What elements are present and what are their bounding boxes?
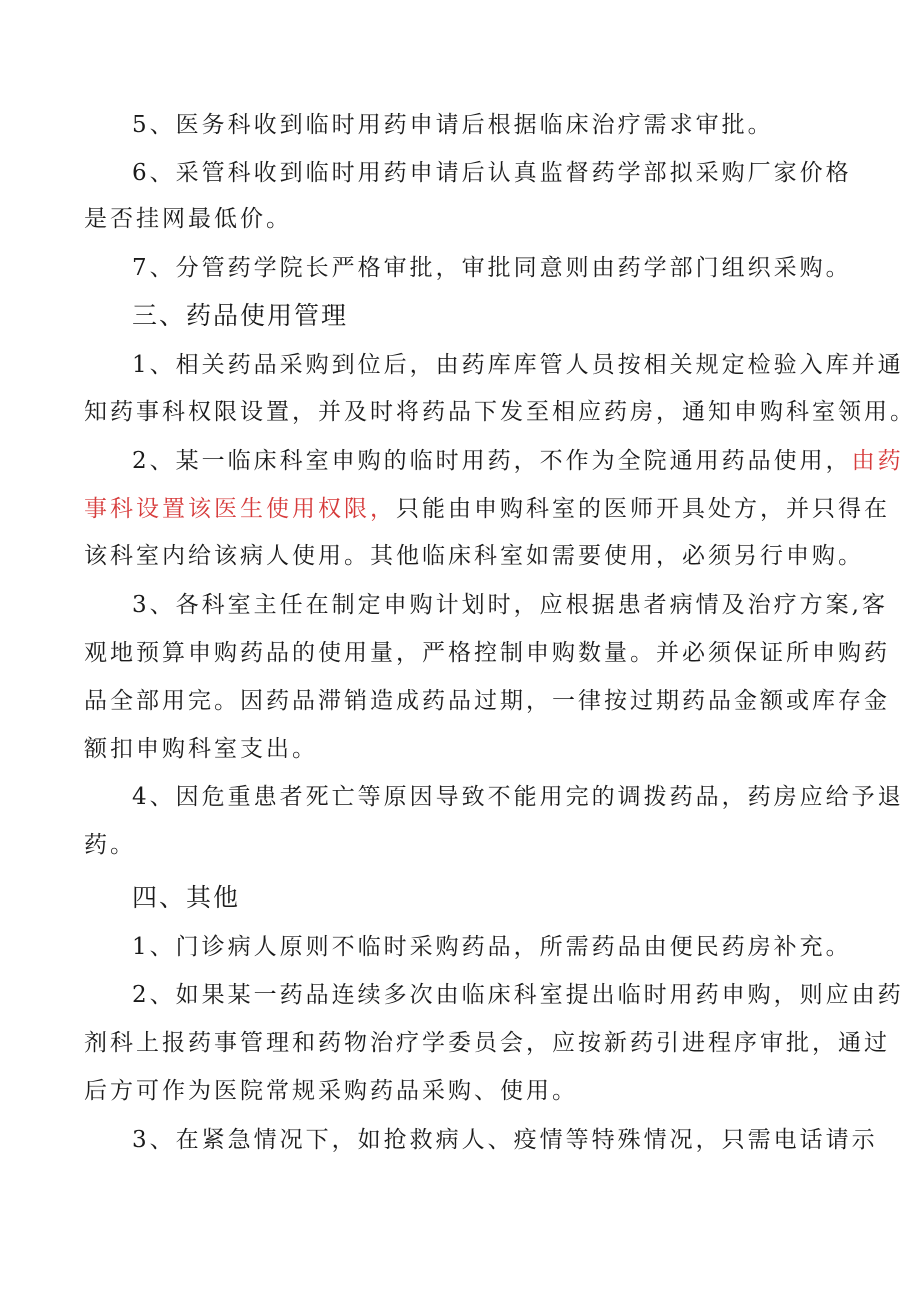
section-3-item-3-line-3: 品全部用完。因药品滞销造成药品过期，一律按过期药品金额或库存金	[84, 688, 890, 714]
section-3-heading: 三、药品使用管理	[132, 301, 349, 330]
clause-6-line-1: 6、采管科收到临时用药申请后认真监督药学部拟采购厂家价格	[132, 160, 852, 186]
section-4-item-2-line-3: 后方可作为医院常规采购药品采购、使用。	[84, 1078, 578, 1104]
section-4-heading: 四、其他	[132, 883, 241, 912]
section-3-item-3-line-2: 观地预算申购药品的使用量，严格控制申购数量。并必须保证所申购药	[84, 640, 890, 666]
section-3-item-4-line-2: 药。	[84, 832, 136, 858]
clause-6-line-2: 是否挂网最低价。	[84, 206, 292, 232]
section-4-item-2-line-1: 2、如果某一药品连续多次由临床科室提出临时用药申购，则应由药	[132, 982, 904, 1008]
section-3-item-2-line-1	[132, 446, 904, 476]
highlighted-text-part-1: 由药	[851, 448, 904, 474]
section-3-item-3-line-1: 3、各科室主任在制定申购计划时，应根据患者病情及治疗方案,客	[132, 592, 888, 618]
highlighted-text-part-2: 事科设置该医生使用权限，	[84, 496, 396, 522]
section-4-item-2-line-2: 剂科上报药事管理和药物治疗学委员会，应按新药引进程序审批，通过	[84, 1030, 890, 1056]
section-3-item-1-line-2: 知药事科权限设置，并及时将药品下发至相应药房，通知申购科室领用。	[84, 399, 916, 425]
section-3-item-1-line-1: 1、相关药品采购到位后，由药库库管人员按相关规定检验入库并通	[132, 352, 904, 378]
item-2-text-continued: 只能由申购科室的医师开具处方，并只得在	[396, 496, 890, 522]
section-4-item-1: 1、门诊病人原则不临时采购药品，所需药品由便民药房补充。	[132, 934, 852, 960]
section-3-item-4-line-1: 4、因危重患者死亡等原因导致不能用完的调拨药品，药房应给予退	[132, 784, 904, 810]
section-3-item-2-line-2	[84, 494, 890, 524]
item-2-text: 2、某一临床科室申购的临时用药，不作为全院通用药品使用，	[132, 448, 852, 474]
section-3-item-3-line-4: 额扣申购科室支出。	[84, 736, 318, 762]
clause-5: 5、医务科收到临时用药申请后根据临床治疗需求审批。	[132, 112, 774, 138]
section-3-item-2-line-3: 该科室内给该病人使用。其他临床科室如需要使用，必须另行申购。	[84, 543, 864, 569]
section-4-item-3-line-1: 3、在紧急情况下，如抢救病人、疫情等特殊情况，只需电话请示	[132, 1127, 878, 1153]
clause-7: 7、分管药学院长严格审批，审批同意则由药学部门组织采购。	[132, 255, 852, 281]
